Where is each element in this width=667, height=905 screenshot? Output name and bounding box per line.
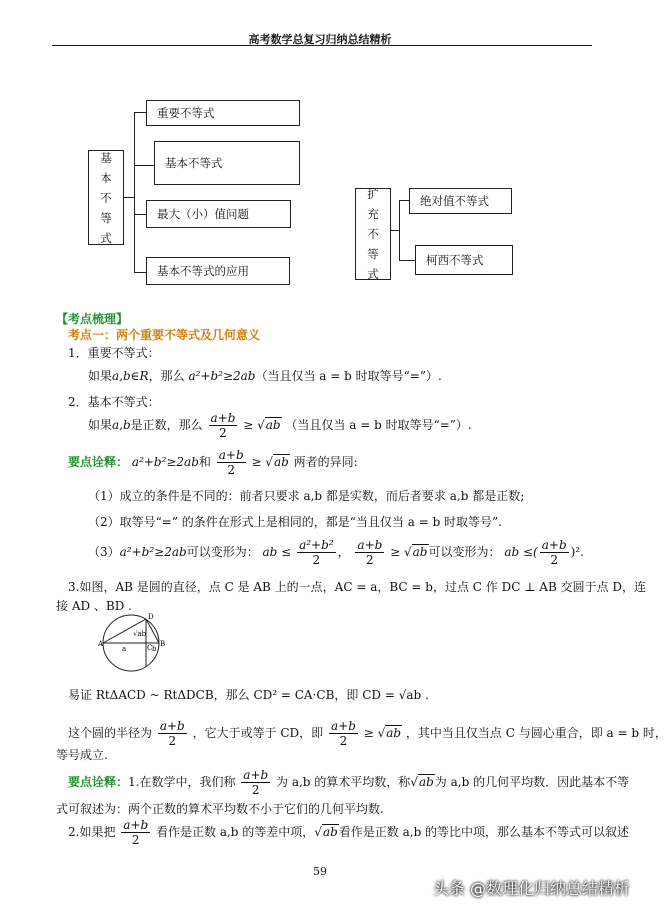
figure-label-a-point: A [98, 640, 104, 648]
connector [399, 260, 415, 261]
connector [134, 112, 135, 272]
diagram-left-root-char: 不 [100, 190, 112, 205]
figure-label-sqrt-ab: √ab [133, 630, 147, 638]
diagram-left-root-char: 本 [100, 170, 112, 185]
diagram-left-root [88, 150, 124, 245]
diagram-left-root-char: 等 [100, 210, 112, 225]
diagram-left-root-char: 式 [100, 230, 112, 245]
item1-line: 如果a,b∈R，那么 a²+b²≥2ab（当且仅当 a = b 时取等号“=”）. [88, 369, 442, 383]
diagram-right-root-char: 充 [367, 207, 379, 221]
figure-label-a: a [122, 645, 127, 653]
fraction: $\frac{a+b}{2}$ [243, 768, 269, 797]
proof-line: 易证 RtΔACD ~ RtΔDCB，那么 CD² = CA·CB，即 CD = √ab . [68, 688, 429, 702]
connector [124, 197, 134, 198]
diagram-left-item: 基本不等式的应用 [146, 257, 290, 285]
note1-item3: （3）a²+b²≥2ab可以变形为： ab ≤ $\frac{\text{a²+b²}}{2}$ ， $\frac{a+b}{2}$ ≥ √ab可以变形为： ab ≤( $\frac{a+b}{2}$ )². [88, 538, 584, 567]
radius-line-2: 等号成立. [56, 748, 108, 762]
section-heading: 【考点梳理】 [56, 312, 129, 326]
figure-label-b: b [152, 645, 157, 653]
diagram-left-item: 最大（小）值问题 [146, 200, 291, 228]
connector [134, 165, 154, 166]
item2-line: 如果a,b是正数，那么 $\frac{a+b}{2}$ ≥ √ab （当且仅当 a = b 时取等号“=”）. [88, 411, 472, 440]
note1-line: 要点诠释： a²+b²≥2ab和 $\frac{a+b}{2}$ ≥ √ab 两者的异同: [68, 448, 358, 477]
note3-line: 2.如果把 $\frac{a+b}{2}$ 看作是正数 a,b 的等差中项，√ab看作是正数 a,b 的等比中项，那么基本不等式可以叙述 [68, 818, 630, 847]
diagram-left-item: 重要不等式 [146, 100, 300, 126]
figure-label-d-point: D [148, 613, 154, 621]
page-number: 59 [313, 865, 327, 878]
fraction: $\frac{\text{a²+b²}}{2}$ [299, 538, 334, 567]
note1-item2: （2）取等号“=” 的条件在形式上是相同的，都是“当且仅当 a = b 时取等号”. [88, 515, 503, 529]
header-rule [52, 45, 592, 46]
diagram-left-item: 基本不等式 [154, 141, 300, 185]
diagram-right-item: 柯西不等式 [415, 245, 513, 275]
diagram-right-root [355, 188, 391, 280]
fraction: $\frac{a+b}{2}$ [218, 448, 244, 477]
connector [134, 214, 146, 215]
connector [134, 272, 146, 273]
geometry-line-1: 3.如图，AB 是圆的直径，点 C 是 AB 上的一点，AC = a，BC = b，过点 C 作 DC ⊥ AB 交圆于点 D，连 [68, 580, 647, 594]
diagram-right-root-char: 式 [367, 267, 379, 281]
geometry-line-2: 接 AD 、BD . [56, 599, 132, 613]
circle-figure [98, 612, 168, 674]
connector [391, 230, 399, 231]
diagram-right-root-char: 扩 [367, 187, 379, 201]
note2-line-2: 式可叙述为：两个正数的算术平均数不小于它们的几何平均数. [56, 802, 384, 816]
radius-line: 这个圆的半径为 $\frac{a+b}{2}$ ，它大于或等于 CD，即 $\frac{a+b}{2}$ ≥ √ab ，其中当且仅当点 C 与圆心重合，即 a = b 时， [68, 719, 667, 748]
point-title: 考点一：两个重要不等式及几何意义 [68, 328, 261, 342]
figure-label-c-point: C [147, 644, 153, 652]
diagram-right-root-char: 不 [367, 227, 379, 241]
note2-line: 要点诠释：1.在数学中，我们称 $\frac{a+b}{2}$ 为 a,b 的算术平均数，称√ab为 a,b 的几何平均数．因此基本不等 [68, 768, 630, 797]
diagram-left-root-char: 基 [100, 150, 112, 165]
fraction: $\frac{a+b}{2}$ [331, 719, 356, 748]
connector [399, 200, 400, 260]
connector [399, 200, 409, 201]
diagram-right-item: 绝对值不等式 [409, 188, 512, 214]
connector [134, 112, 146, 113]
fraction: $\frac{a+b}{2}$ [210, 411, 236, 440]
fraction: $\frac{a+b}{2}$ [159, 719, 185, 748]
fraction: $\frac{a+b}{2}$ [123, 818, 149, 847]
fraction: $\frac{a+b}{2}$ [541, 538, 567, 567]
item1-title: 1．重要不等式： [68, 346, 160, 360]
figure-label-b-point: B [160, 640, 166, 648]
watermark: 头条 @数理化归纳总结精析 [432, 879, 630, 898]
diagram-right-root-char: 等 [367, 247, 379, 261]
item2-title: 2．基本不等式： [68, 395, 160, 409]
note1-item1: （1）成立的条件是不同的：前者只要求 a,b 都是实数，而后者要求 a,b 都是正数; [88, 489, 525, 503]
page-header-title: 高考数学总复习归纳总结精析 [248, 33, 392, 46]
fraction: $\frac{a+b}{2}$ [357, 538, 383, 567]
